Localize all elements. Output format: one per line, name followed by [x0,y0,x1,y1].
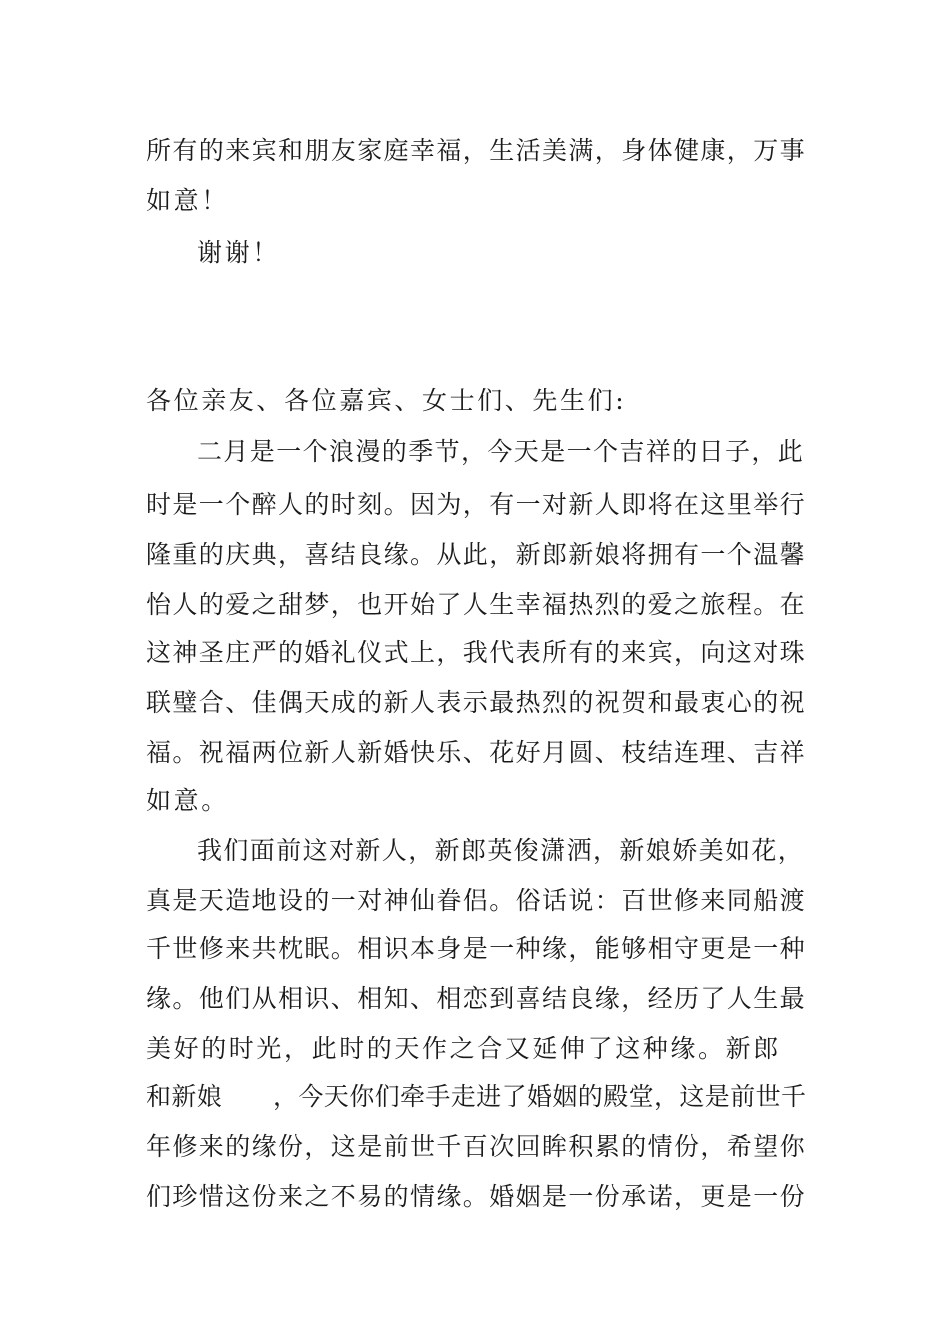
paragraph-line: 真是天造地设的一对神仙眷侣。俗话说：百世修来同船渡 [146,886,807,915]
paragraph-line: 怡人的爱之甜梦，也开始了人生幸福热烈的爱之旅程。在 [146,590,807,619]
paragraph-line: 美好的时光，此时的天作之合又延伸了这种缘。新郎 [146,1034,781,1063]
paragraph-line: 我们面前这对新人，新郎英俊潇洒，新娘娇美如花， [197,836,805,865]
paragraph-line: 这神圣庄严的婚礼仪式上，我代表所有的来宾，向这对珠 [146,638,807,667]
paragraph-line: 千世修来共枕眠。相识本身是一种缘，能够相守更是一种 [146,934,807,963]
text-line: 如意！ [146,186,229,215]
paragraph-line: 如意。 [146,786,229,815]
paragraph-line: 年修来的缘份，这是前世千百次回眸积累的情份，希望你 [146,1132,807,1161]
salutation: 各位亲友、各位嘉宾、女士们、先生们: [146,386,627,415]
paragraph-line: 和新娘 ，今天你们牵手走进了婚姻的殿堂，这是前世千 [146,1082,807,1111]
paragraph-line: 隆重的庆典，喜结良缘。从此，新郎新娘将拥有一个温馨 [146,540,807,569]
paragraph-line: 联璧合、佳偶天成的新人表示最热烈的祝贺和最衷心的祝 [146,688,807,717]
paragraph-line: 福。祝福两位新人新婚快乐、花好月圆、枝结连理、吉祥 [146,738,807,767]
paragraph-line: 们珍惜这份来之不易的情缘。婚姻是一份承诺，更是一份 [146,1182,807,1211]
paragraph-line: 缘。他们从相识、相知、相恋到喜结良缘，经历了人生最 [146,984,807,1013]
text-line: 所有的来宾和朋友家庭幸福，生活美满，身体健康，万事 [146,136,807,165]
paragraph-line: 时是一个醉人的时刻。因为，有一对新人即将在这里举行 [146,490,807,519]
paragraph-line: 二月是一个浪漫的季节，今天是一个吉祥的日子，此 [197,437,805,466]
closing-thanks: 谢谢！ [197,238,280,267]
